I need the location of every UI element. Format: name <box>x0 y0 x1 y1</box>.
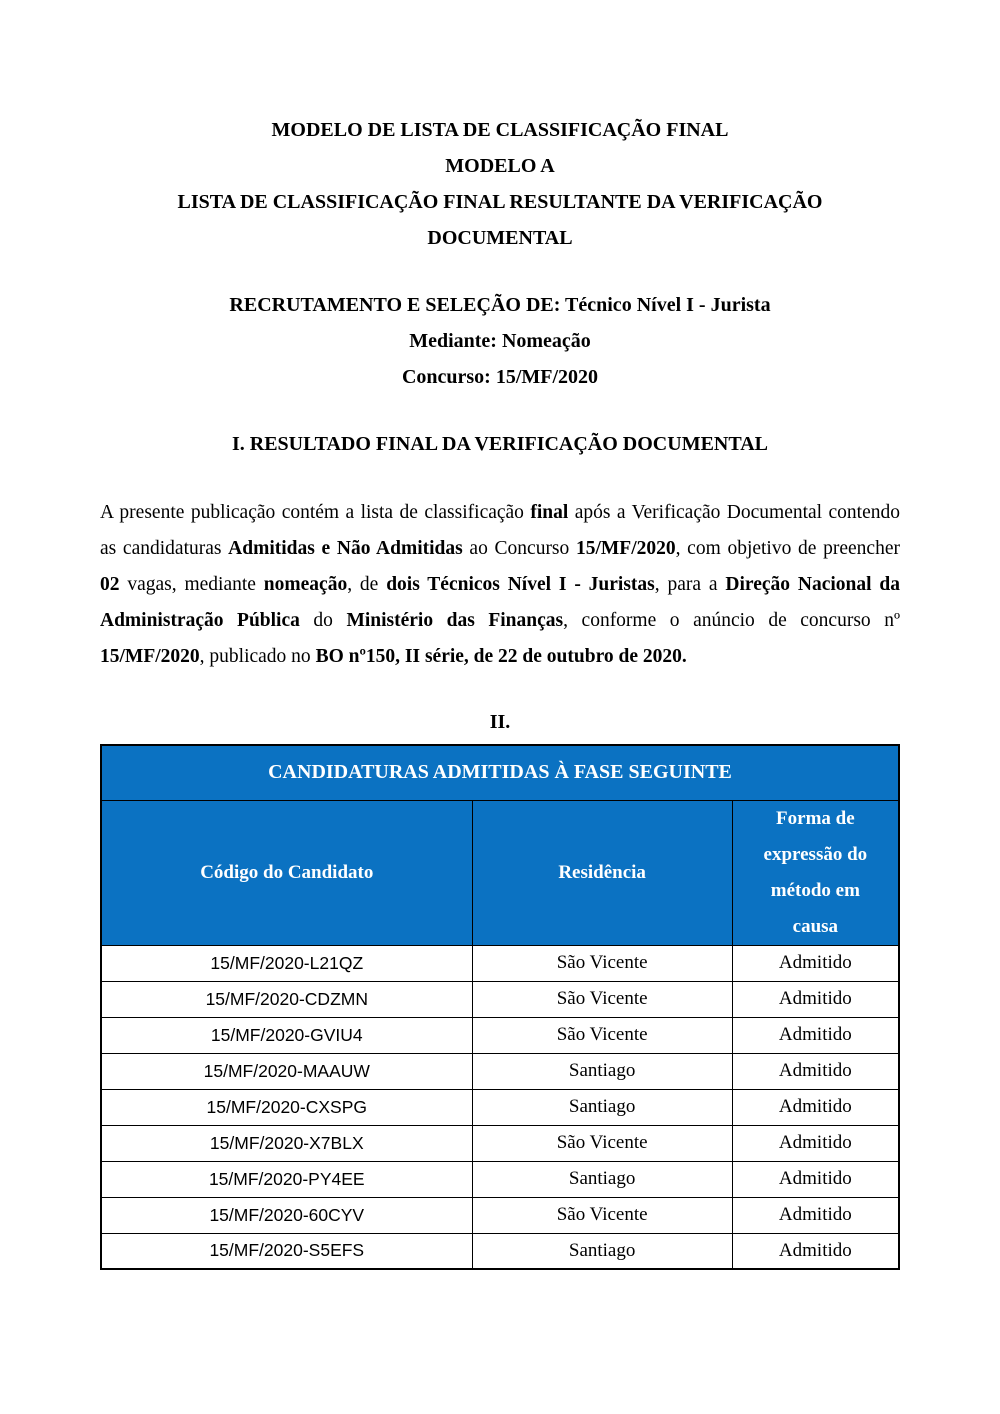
admitted-candidates-table <box>100 744 900 1270</box>
intro-segment: vagas, mediante <box>119 574 264 595</box>
intro-segment: 02 <box>100 574 120 595</box>
residence-cell: São Vicente <box>472 1197 732 1233</box>
status-cell: Admitido <box>732 981 899 1017</box>
recruitment-block <box>100 287 900 395</box>
intro-segment: final <box>530 502 569 523</box>
table-row <box>101 1125 899 1161</box>
status-cell: Admitido <box>732 1197 899 1233</box>
residence-cell: Santiago <box>472 1053 732 1089</box>
intro-segment: Admitidas e Não Admitidas <box>228 538 463 559</box>
intro-segment: do <box>299 610 347 631</box>
intro-segment: após a Verificação Documental contendo as candidaturas <box>100 502 900 559</box>
recruitment-line: RECRUTAMENTO E SELEÇÃO DE: Técnico Nível I - Jurista <box>229 294 771 316</box>
column-header-candidate-code: Código do Candidato <box>101 800 472 945</box>
table-row <box>101 945 899 981</box>
candidate-code-cell: 15/MF/2020-L21QZ <box>101 945 472 981</box>
candidate-code-cell: 15/MF/2020-60CYV <box>101 1197 472 1233</box>
table-row <box>101 1233 899 1269</box>
status-cell: Admitido <box>732 1017 899 1053</box>
status-cell: Admitido <box>732 1125 899 1161</box>
candidate-code-cell: 15/MF/2020-PY4EE <box>101 1161 472 1197</box>
table-row <box>101 1053 899 1089</box>
table-row <box>101 1161 899 1197</box>
concurso-line: Concurso: 15/MF/2020 <box>401 366 599 388</box>
residence-cell: Santiago <box>472 1161 732 1197</box>
intro-segment: , de <box>347 574 387 595</box>
residence-cell: São Vicente <box>472 945 732 981</box>
residence-cell: Santiago <box>472 1089 732 1125</box>
status-cell: Admitido <box>732 1053 899 1089</box>
residence-cell: São Vicente <box>472 1017 732 1053</box>
intro-segment: , publicado no <box>199 646 316 667</box>
doc-title-line-1: MODELO DE LISTA DE CLASSIFICAÇÃO FINAL <box>271 119 729 141</box>
section-1-title: I. RESULTADO FINAL DA VERIFICAÇÃO DOCUMENTAL <box>231 433 768 455</box>
intro-segment: BO nº150, II série, de 22 de outubro de 2020. <box>315 646 687 667</box>
intro-segment: 15/MF/2020 <box>575 538 676 559</box>
candidate-code-cell: 15/MF/2020-CDZMN <box>101 981 472 1017</box>
intro-segment: Ministério das Finanças <box>346 610 564 631</box>
residence-cell: São Vicente <box>472 1125 732 1161</box>
intro-segment: ao Concurso <box>462 538 576 559</box>
section-2-label: II. <box>489 711 511 733</box>
table-row <box>101 1089 899 1125</box>
intro-segment: 15/MF/2020 <box>100 646 200 667</box>
mediante-line: Mediante: Nomeação <box>409 330 591 352</box>
column-header-method-expression: Forma de expressão do método em causa <box>732 800 899 945</box>
intro-segment: , para a <box>654 574 726 595</box>
intro-segment: dois Técnicos Nível I - Juristas <box>386 574 655 595</box>
doc-title-line-4: DOCUMENTAL <box>427 227 573 249</box>
status-cell: Admitido <box>732 1233 899 1269</box>
status-cell: Admitido <box>732 945 899 981</box>
candidate-code-cell: 15/MF/2020-GVIU4 <box>101 1017 472 1053</box>
candidate-code-cell: 15/MF/2020-MAAUW <box>101 1053 472 1089</box>
column-header-residence: Residência <box>472 800 732 945</box>
intro-segment: A presente publicação contém a lista de classificação <box>100 502 531 523</box>
table-title: CANDIDATURAS ADMITIDAS À FASE SEGUINTE <box>101 745 899 800</box>
candidate-code-cell: 15/MF/2020-X7BLX <box>101 1125 472 1161</box>
residence-cell: São Vicente <box>472 981 732 1017</box>
status-cell: Admitido <box>732 1089 899 1125</box>
document-title-block <box>100 112 900 256</box>
table-column-header-row <box>101 800 899 945</box>
candidate-code-cell: 15/MF/2020-CXSPG <box>101 1089 472 1125</box>
table-row <box>101 1017 899 1053</box>
table-row <box>101 1197 899 1233</box>
residence-cell: Santiago <box>472 1233 732 1269</box>
candidate-code-cell: 15/MF/2020-S5EFS <box>101 1233 472 1269</box>
intro-segment: , conforme o anúncio de concurso nº <box>563 610 900 631</box>
intro-segment: , com objetivo de preencher <box>675 538 900 559</box>
table-title-row <box>101 745 899 800</box>
table-row <box>101 981 899 1017</box>
intro-segment: Direção Nacional da Administração Pública <box>100 574 900 631</box>
intro-paragraph <box>100 495 900 675</box>
doc-title-line-3: LISTA DE CLASSIFICAÇÃO FINAL RESULTANTE DA VERIFICAÇÃO <box>177 191 823 213</box>
doc-title-line-2: MODELO A <box>445 155 555 177</box>
status-cell: Admitido <box>732 1161 899 1197</box>
intro-segment: nomeação <box>263 574 348 595</box>
